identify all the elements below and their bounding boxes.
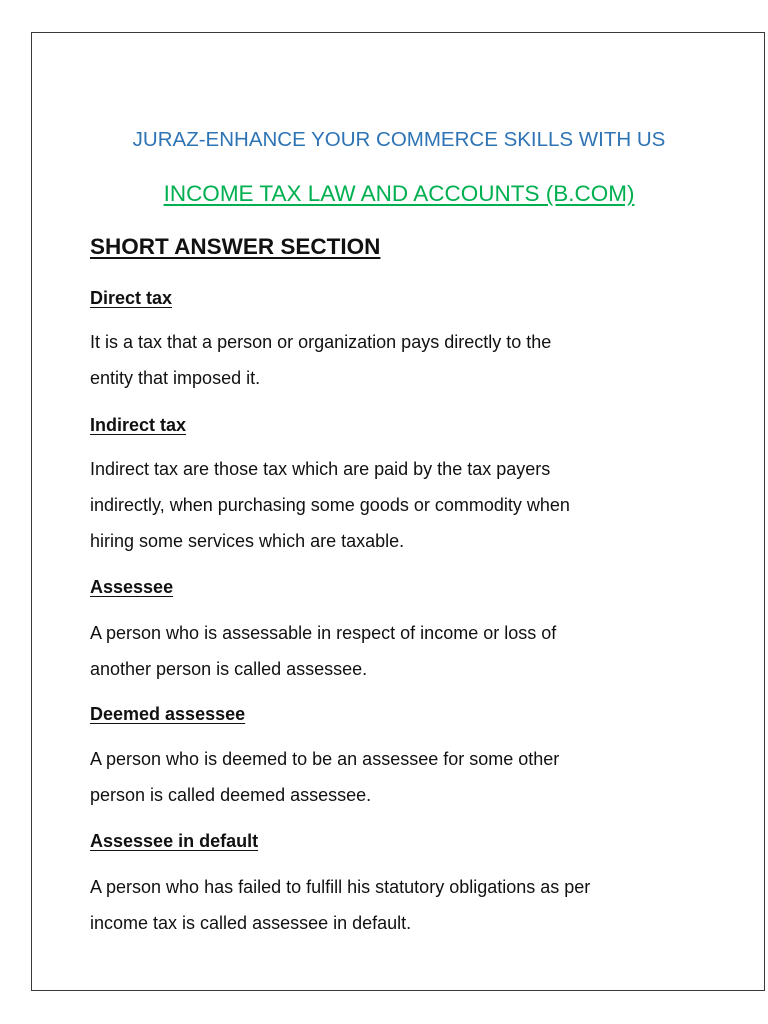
- definition-line: A person who is deemed to be an assessee for some other: [90, 749, 560, 769]
- course-title: INCOME TAX LAW AND ACCOUNTS (B.COM): [163, 181, 635, 206]
- definition-line: hiring some services which are taxable.: [90, 531, 405, 551]
- definition-text: [90, 324, 690, 396]
- brand-heading: JURAZ-ENHANCE YOUR COMMERCE SKILLS WITH US: [132, 128, 666, 151]
- term-heading: Direct tax: [90, 288, 173, 308]
- definition-line: It is a tax that a person or organization pays directly to the: [90, 332, 552, 352]
- definition-line: A person who has failed to fulfill his statutory obligations as per: [90, 877, 591, 897]
- term-heading: Assessee in default: [90, 831, 259, 851]
- definition-line: person is called deemed assessee.: [90, 785, 372, 805]
- definition-text: [90, 869, 690, 941]
- definition-line: another person is called assessee.: [90, 659, 368, 679]
- definition-text: [90, 741, 690, 813]
- section-title: SHORT ANSWER SECTION: [90, 234, 381, 259]
- definition-line: income tax is called assessee in default.: [90, 913, 412, 933]
- definition-line: entity that imposed it.: [90, 368, 261, 388]
- term-heading: Deemed assessee: [90, 704, 246, 724]
- definition-text: [90, 451, 690, 559]
- definition-line: indirectly, when purchasing some goods or commodity when: [90, 495, 570, 515]
- document-page: [31, 32, 765, 991]
- definition-line: A person who is assessable in respect of income or loss of: [90, 623, 557, 643]
- term-heading: Indirect tax: [90, 415, 187, 435]
- definition-line: Indirect tax are those tax which are paid by the tax payers: [90, 459, 551, 479]
- term-heading: Assessee: [90, 577, 174, 597]
- definition-text: [90, 615, 690, 687]
